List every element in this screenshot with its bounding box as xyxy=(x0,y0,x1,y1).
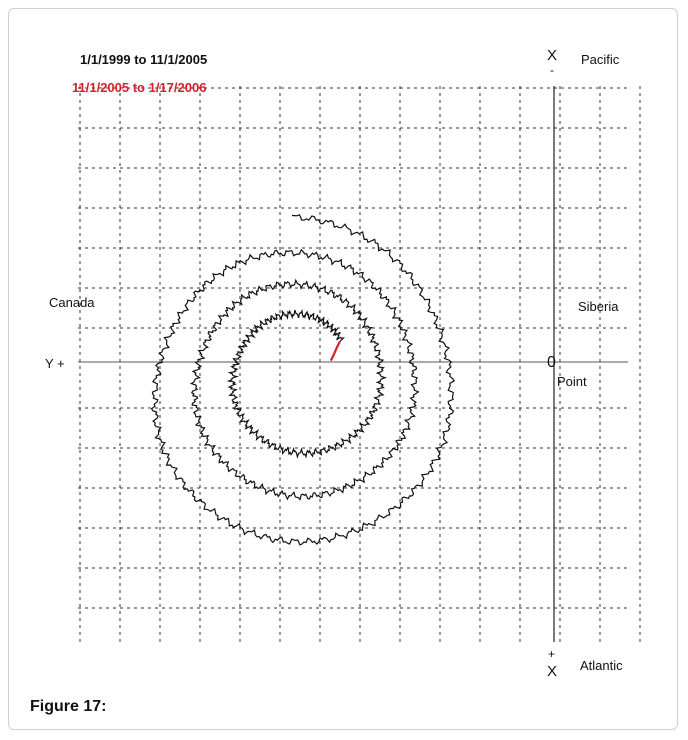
region-siberia: Siberia xyxy=(578,299,619,314)
x-minus-label: X xyxy=(547,47,558,64)
legend-recent-label: 11/1/2005 to 1/17/2006 xyxy=(72,80,207,95)
figure-caption: Figure 17: xyxy=(30,698,107,715)
region-pacific: Pacific xyxy=(581,52,620,67)
y-axis-label: Y + xyxy=(45,356,65,371)
legend-main-label: 1/1/1999 to 11/1/2005 xyxy=(80,52,208,67)
x-plus-label: X xyxy=(547,663,558,680)
point-label: Point xyxy=(557,374,587,389)
origin-label: 0 xyxy=(547,354,556,371)
path-series-main xyxy=(152,215,455,545)
x-minus-sign: - xyxy=(550,63,554,77)
region-canada: Canada xyxy=(49,295,95,310)
x-plus-sign: + xyxy=(548,647,556,661)
motion-path xyxy=(152,215,455,545)
region-atlantic: Atlantic xyxy=(580,658,623,673)
path-series-recent xyxy=(331,342,340,361)
